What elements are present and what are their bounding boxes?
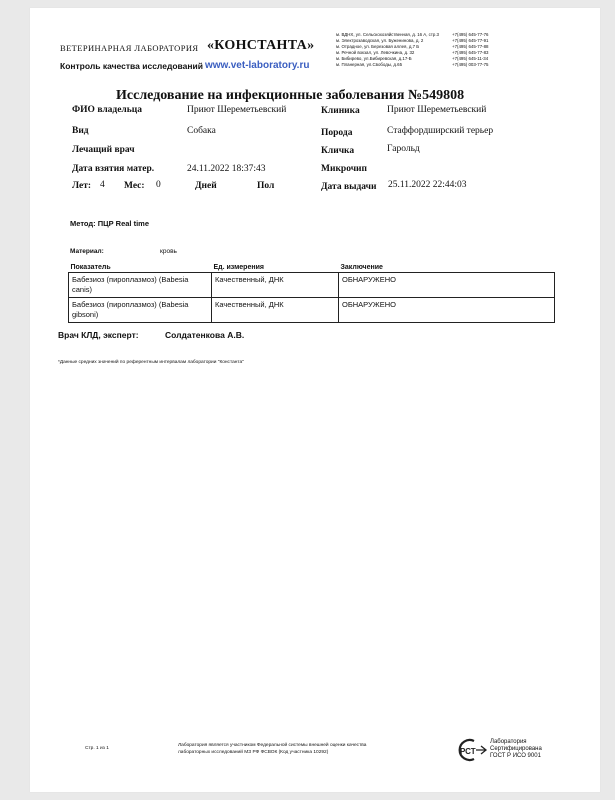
results-table [68,263,555,323]
phone-line: +7(495) 645-77-83 [452,49,489,55]
lab-brand: «КОНСТАНТА» [207,38,315,53]
species-value: Собака [187,126,216,136]
address-line: м. ВДНХ, ул. Сельскохозяйственная, д. 16 А, стр.3 [336,32,439,37]
conclusion-cell: ОБНАРУЖЕНО [339,298,555,323]
phone-list [452,32,489,67]
footer-line: Лаборатория является участником Федеральной системы внешней оценки качества [178,743,367,748]
sample-date-value: 24.11.2022 18:37:43 [187,164,266,174]
indicator-cell: Бабезиоз (пироплазмоз) (Babesia gibsoni) [69,298,212,323]
address-list [336,32,439,67]
phone-line: +7(495) 003-77-75 [452,61,489,67]
cert-line: Сертифицирована [490,746,542,752]
vet-label: Лечащий врач [72,145,135,155]
lab-subtitle: Контроль качества исследований [60,61,203,71]
report-title: Исследование на инфекционные заболевания №549808 [116,88,465,103]
nickname-label: Кличка [321,146,355,156]
lab-website: www.vet-laboratory.ru [205,60,310,71]
footer-line: лабораторных исследований МЗ РФ ФСВОК (Код участника 10292) [178,750,329,755]
sex-label: Пол [257,181,275,191]
months-value: 0 [156,180,161,190]
owner-value: Приют Шереметьевский [187,105,287,115]
days-label: Дней [195,181,217,191]
phone-line: +7(495) 645-77-91 [452,37,489,43]
phone-line: +7(495) 645-77-88 [452,43,489,49]
table-row [69,298,555,323]
column-header-unit: Ед. измерения [212,263,339,273]
species-label: Вид [72,126,89,136]
clinic-label: Клиника [321,106,360,116]
phone-line: +7(495) 645-77-76 [452,32,489,37]
issue-date-value: 25.11.2022 22:44:03 [388,180,467,190]
breed-value: Стаффордширский терьер [387,126,494,136]
method-text: Метод: ПЦР Real time [70,219,150,228]
lab-name: ВЕТЕРИНАРНАЯ ЛАБОРАТОРИЯ [60,43,199,53]
address-line: м. Планерная, ул.Свободы, д.65 [336,61,403,67]
page-number: Стр. 1 из 1 [85,746,109,751]
cert-mark-text: РСТ [460,747,476,756]
months-label: Мес: [124,181,145,191]
unit-cell: Качественный, ДНК [212,273,339,298]
table-row [69,273,555,298]
cert-line: ГОСТ Р ИСО 9001 [490,753,541,759]
breed-label: Порода [321,128,353,138]
phone-line: +7(495) 645-11-34 [452,55,489,61]
report-page [30,8,600,792]
years-value: 4 [100,180,105,190]
footnote: *Данные средних значений по референтным интервалам лаборатории "Константа" [58,360,244,365]
doctor-name: Солдатенкова А.В. [165,330,245,340]
owner-label: ФИО владельца [72,105,142,115]
material-value: кровь [160,248,177,255]
chip-label: Микрочип [321,164,368,174]
material-label: Материал: [70,248,104,255]
address-line: м. Отрадное, ул. Березовая аллея, д.7 Б [336,43,420,49]
column-header-conclusion: Заключение [339,263,555,273]
address-line: м. Бибирево, ул.Бибиревская, д.17-Б [336,55,412,61]
column-header-indicator: Показатель [69,263,212,273]
footer-text [178,742,366,756]
address-line: м. Электрозаводская, ул. Буженинова, д. 2 [336,37,424,43]
table-header-row [69,263,555,273]
nickname-value: Гарольд [387,144,420,154]
conclusion-cell: ОБНАРУЖЕНО [339,273,555,298]
certification-logo [454,736,488,764]
sample-date-label: Дата взятия матер. [72,164,155,174]
certification-text [490,739,542,760]
issue-date-label: Дата выдачи [321,182,377,192]
years-label: Лет: [72,181,92,191]
clinic-value: Приют Шереметьевский [387,105,487,115]
unit-cell: Качественный, ДНК [212,298,339,323]
indicator-cell: Бабезиоз (пироплазмоз) (Babesia canis) [69,273,212,298]
address-line: м. Речной вокзал, ул. Левочкина, д. 32 [336,49,415,55]
doctor-label: Врач КЛД, эксперт: [58,330,139,340]
cert-line: Лаборатория [490,739,527,745]
